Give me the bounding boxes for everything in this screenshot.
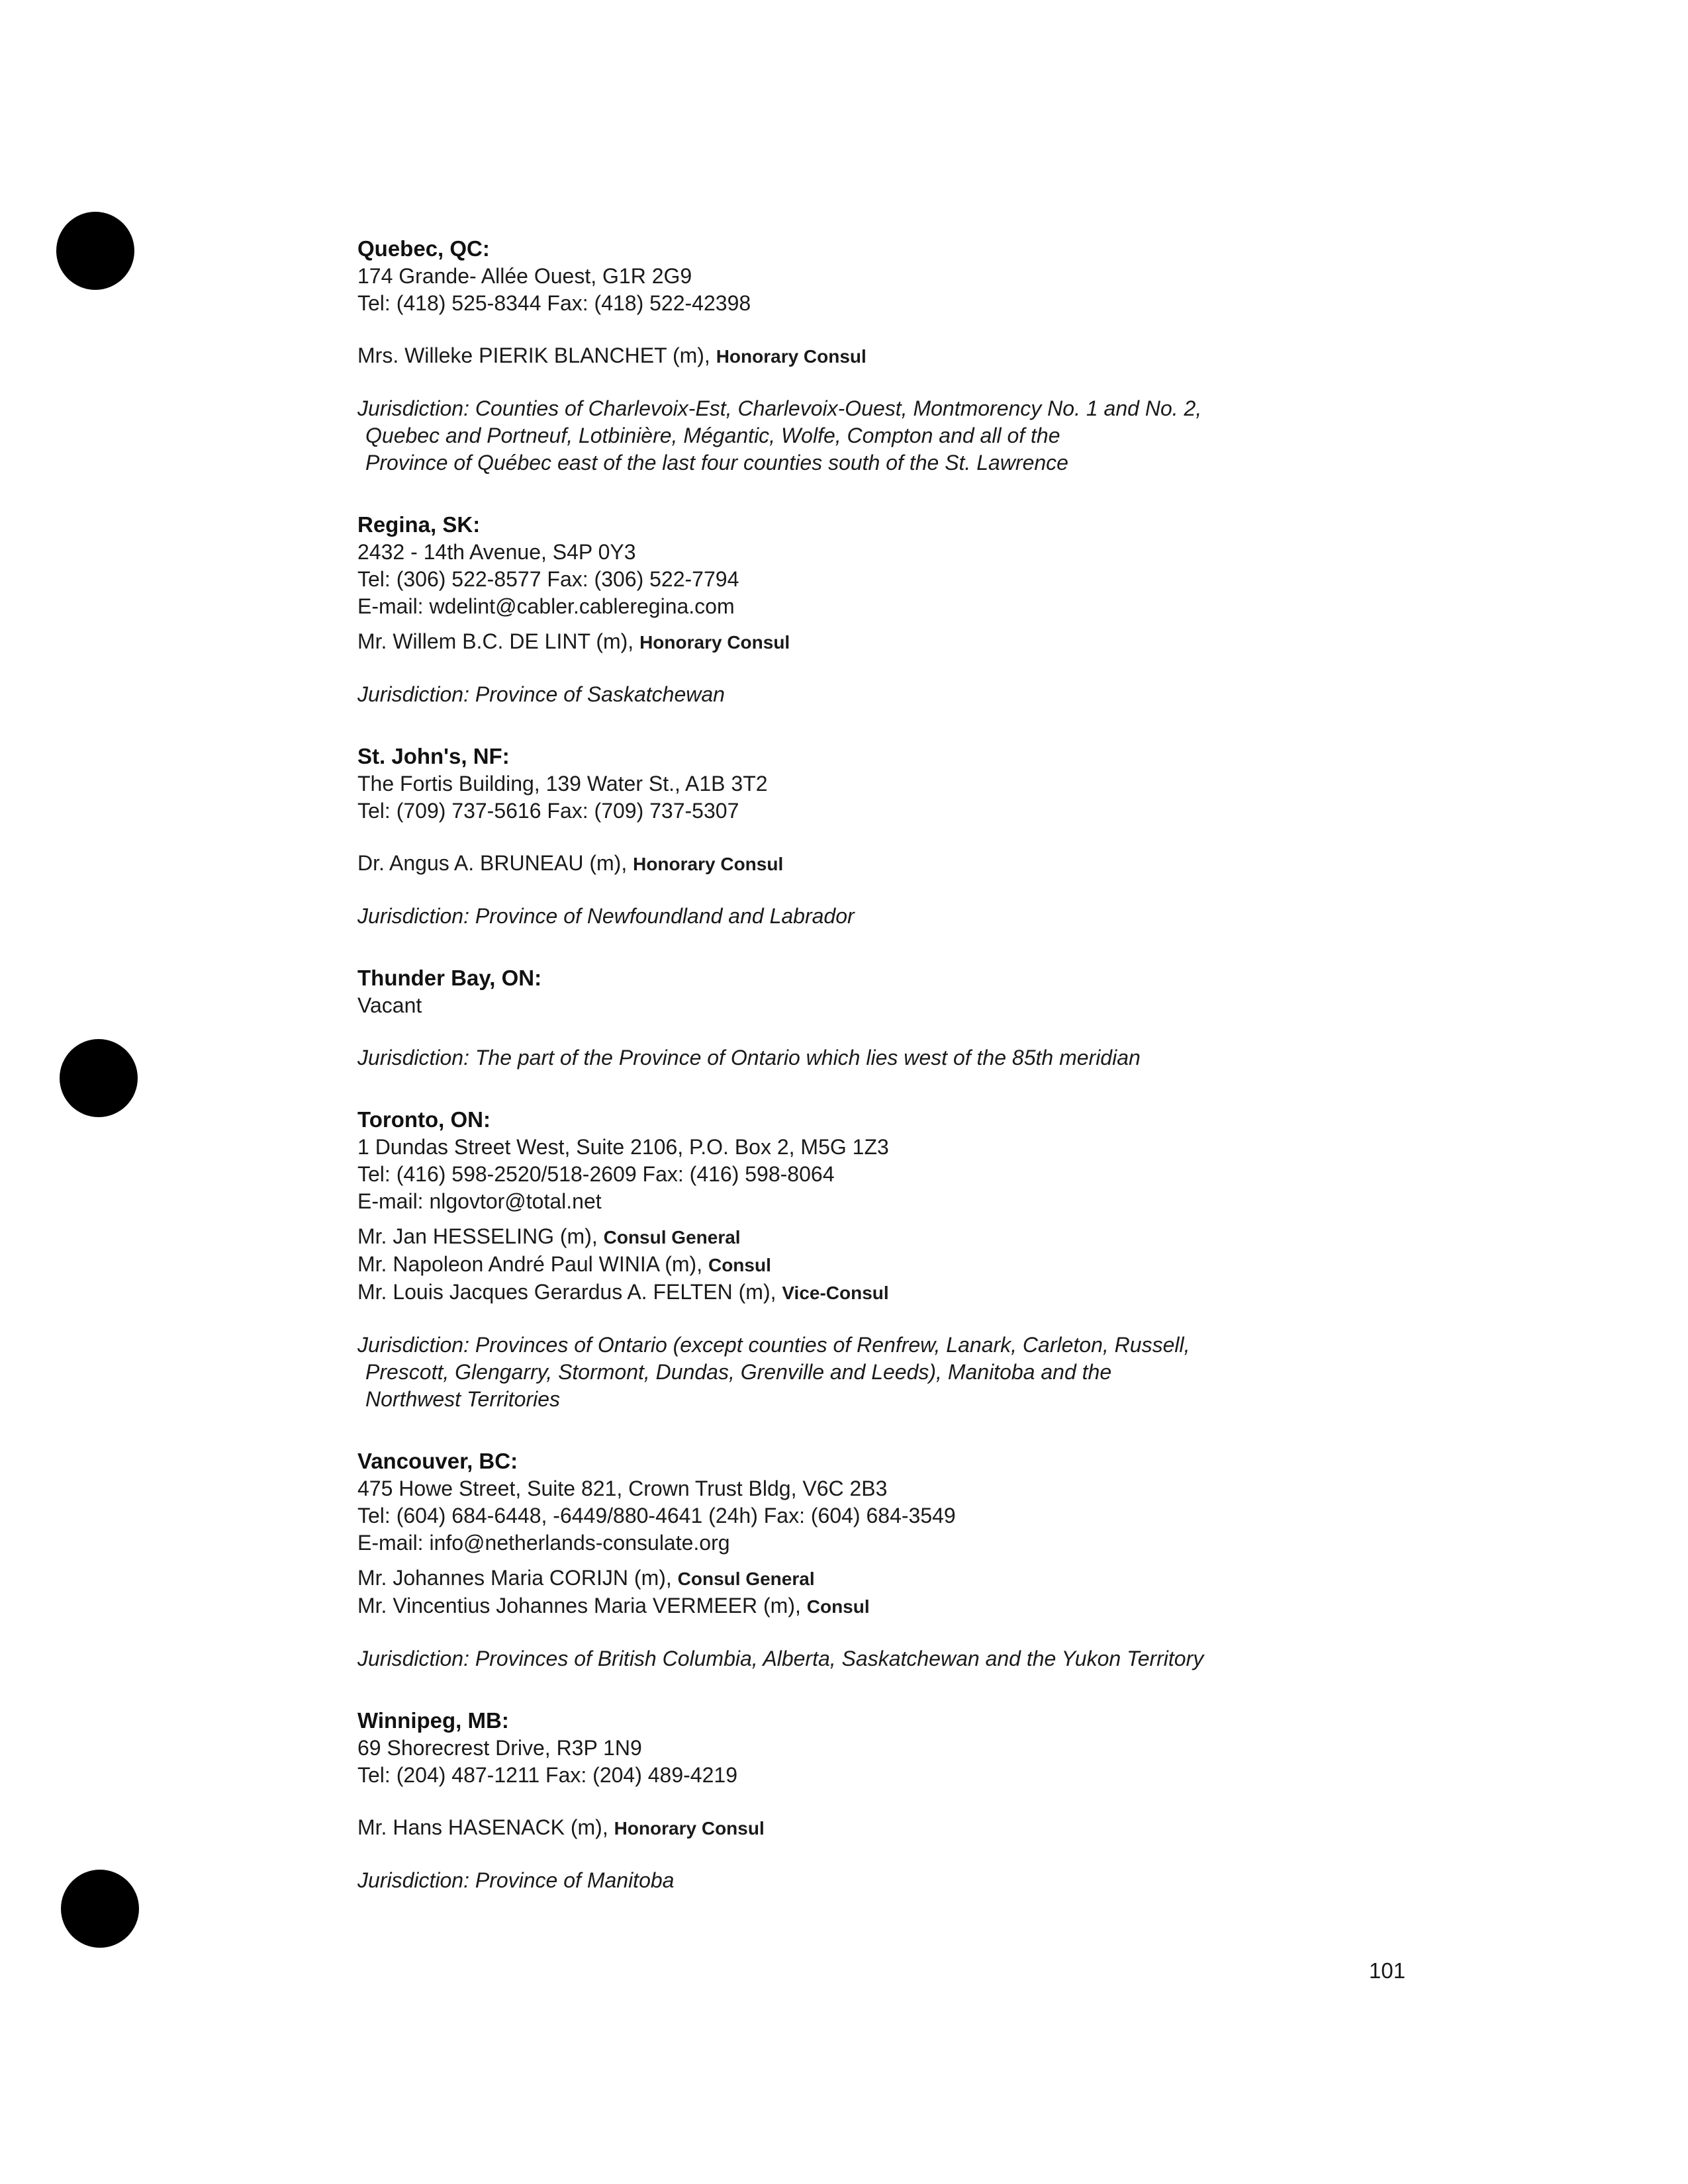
punch-hole: [60, 1039, 138, 1117]
official-name: Dr. Angus A. BRUNEAU (m),: [357, 851, 633, 875]
address-line: Tel: (604) 684-6448, -6449/880-4641 (24h) Fax: (604) 684-3549: [357, 1504, 956, 1527]
consulate-entry: [357, 1106, 1390, 1413]
consulate-entry: [357, 743, 1390, 930]
jurisdiction: [357, 395, 1390, 477]
address-line: 475 Howe Street, Suite 821, Crown Trust Bldg, V6C 2B3: [357, 1477, 888, 1500]
jurisdiction: [357, 1332, 1390, 1413]
entry-title: Vancouver, BC:: [357, 1449, 518, 1473]
officials-list: [357, 850, 1390, 878]
officials-list: [357, 628, 1390, 656]
official-name: Mr. Willem B.C. DE LINT (m),: [357, 629, 640, 653]
official-name: Mr. Napoleon André Paul WINIA (m),: [357, 1252, 708, 1276]
official-role: Honorary Consul: [639, 632, 790, 653]
official-name: Mr. Johannes Maria CORIJN (m),: [357, 1566, 678, 1590]
jurisdiction-line: Jurisdiction: Counties of Charlevoix-Est, Charlevoix-Ouest, Montmorency No. 1 and No. 2,: [357, 396, 1202, 420]
jurisdiction: [357, 1645, 1390, 1672]
jurisdiction: [357, 681, 1390, 708]
address-line: Tel: (709) 737-5616 Fax: (709) 737-5307: [357, 799, 739, 823]
jurisdiction-line: Province of Québec east of the last four counties south of the St. Lawrence: [365, 451, 1068, 475]
official: [357, 850, 1390, 878]
jurisdiction-line: Quebec and Portneuf, Lotbinière, Mégantic, Wolfe, Compton and all of the: [365, 424, 1060, 447]
address-line: Vacant: [357, 993, 422, 1017]
official-name: Mr. Vincentius Johannes Maria VERMEER (m),: [357, 1594, 807, 1617]
official-name: Mr. Louis Jacques Gerardus A. FELTEN (m),: [357, 1280, 782, 1304]
official-role: Consul: [806, 1596, 870, 1617]
official: [357, 342, 1390, 370]
address-line: Tel: (416) 598-2520/518-2609 Fax: (416) 598-8064: [357, 1162, 835, 1186]
official-name: Mr. Hans HASENACK (m),: [357, 1815, 614, 1839]
jurisdiction: [357, 1867, 1390, 1894]
official-name: Mr. Jan HESSELING (m),: [357, 1224, 604, 1248]
punch-hole: [61, 1870, 139, 1948]
official-role: Consul General: [677, 1569, 815, 1589]
official: [357, 1565, 1390, 1592]
address-line: Tel: (418) 525-8344 Fax: (418) 522-42398: [357, 291, 751, 315]
jurisdiction: [357, 1044, 1390, 1071]
official-role: Vice-Consul: [782, 1283, 889, 1303]
entry-title: Quebec, QC:: [357, 236, 490, 261]
consulate-entry: [357, 1707, 1390, 1894]
page-number: 101: [1369, 1958, 1406, 1983]
consulate-listing: [357, 235, 1390, 1929]
jurisdiction-line: Jurisdiction: Province of Newfoundland and Labrador: [357, 904, 855, 928]
official-role: Consul General: [603, 1227, 741, 1248]
address-line: 174 Grande- Allée Ouest, G1R 2G9: [357, 264, 692, 288]
address-line: The Fortis Building, 139 Water St., A1B 3T2: [357, 772, 768, 796]
jurisdiction-line: Prescott, Glengarry, Stormont, Dundas, Grenville and Leeds), Manitoba and the: [365, 1360, 1112, 1384]
entry-title: Regina, SK:: [357, 512, 481, 537]
official-role: Consul: [708, 1255, 771, 1275]
officials-list: [357, 342, 1390, 370]
officials-list: [357, 1814, 1390, 1842]
entry-title: Winnipeg, MB:: [357, 1708, 509, 1733]
punch-hole: [56, 212, 134, 290]
official: [357, 1814, 1390, 1842]
jurisdiction-line: Northwest Territories: [365, 1387, 561, 1411]
consulate-entry: [357, 511, 1390, 708]
address-line: 69 Shorecrest Drive, R3P 1N9: [357, 1736, 642, 1760]
official-role: Honorary Consul: [633, 854, 784, 874]
entry-title: St. John's, NF:: [357, 744, 510, 768]
jurisdiction-line: Jurisdiction: Province of Saskatchewan: [357, 682, 725, 706]
address-line: 1 Dundas Street West, Suite 2106, P.O. Box 2, M5G 1Z3: [357, 1135, 889, 1159]
official-name: Mrs. Willeke PIERIK BLANCHET (m),: [357, 343, 716, 367]
jurisdiction-line: Jurisdiction: Provinces of British Columbia, Alberta, Saskatchewan and the Yukon Territory: [357, 1647, 1204, 1670]
consulate-entry: [357, 1447, 1390, 1672]
official: [357, 1251, 1390, 1279]
jurisdiction-line: Jurisdiction: Provinces of Ontario (except counties of Renfrew, Lanark, Carleton, Russell,: [357, 1333, 1190, 1357]
entry-title: Toronto, ON:: [357, 1107, 491, 1132]
official-role: Honorary Consul: [716, 346, 867, 367]
address-line: Tel: (306) 522-8577 Fax: (306) 522-7794: [357, 567, 739, 591]
address-line: E-mail: nlgovtor@total.net: [357, 1189, 602, 1213]
jurisdiction-line: Jurisdiction: Province of Manitoba: [357, 1868, 675, 1892]
official: [357, 1592, 1390, 1620]
jurisdiction: [357, 903, 1390, 930]
consulate-entry: [357, 964, 1390, 1071]
consulate-entry: [357, 235, 1390, 477]
official-role: Honorary Consul: [614, 1818, 765, 1839]
address-line: E-mail: info@netherlands-consulate.org: [357, 1531, 730, 1555]
entry-title: Thunder Bay, ON:: [357, 966, 542, 990]
officials-list: [357, 1565, 1390, 1620]
official: [357, 628, 1390, 656]
official: [357, 1223, 1390, 1251]
official: [357, 1279, 1390, 1306]
officials-list: [357, 1223, 1390, 1306]
jurisdiction-line: Jurisdiction: The part of the Province of Ontario which lies west of the 85th meridian: [357, 1046, 1141, 1069]
address-line: 2432 - 14th Avenue, S4P 0Y3: [357, 540, 636, 564]
address-line: E-mail: wdelint@cabler.cableregina.com: [357, 594, 735, 618]
address-line: Tel: (204) 487-1211 Fax: (204) 489-4219: [357, 1763, 737, 1787]
